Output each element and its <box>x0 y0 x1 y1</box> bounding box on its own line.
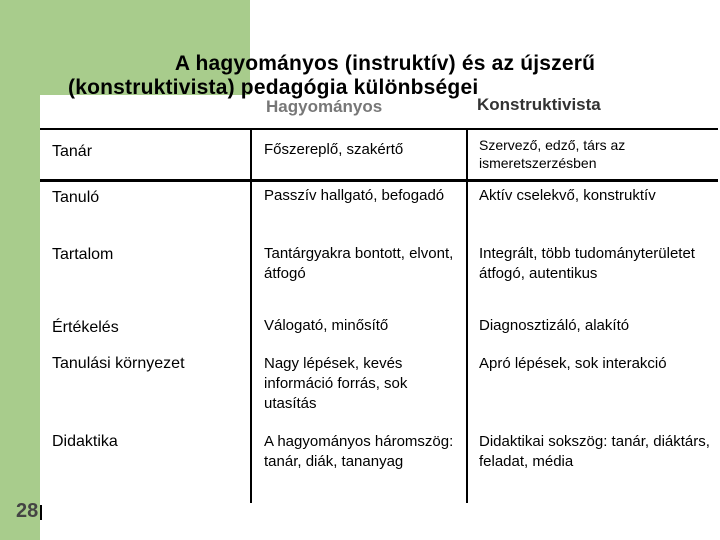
row-divider <box>40 179 718 182</box>
cell-kornyezet-traditional: Nagy lépések, kevés információ forrás, sok utasítás <box>264 355 408 412</box>
cell-tartalom-traditional: Tantárgyakra bontott, elvont, átfogó <box>264 245 454 282</box>
column-divider <box>250 128 252 503</box>
cell-tanar-constructivist: Szervező, edző, társ az ismeretszerzésben <box>479 137 626 171</box>
cell-tanulo-traditional: Passzív hallgató, befogadó <box>264 187 445 204</box>
row-label-tartalom: Tartalom <box>52 246 114 263</box>
cell-kornyezet-constructivist: Apró lépések, sok interakció <box>479 355 667 372</box>
title-line-1: A hagyományos (instruktív) és az újszerű <box>174 52 596 75</box>
column-divider <box>466 128 468 503</box>
row-label-didaktika: Didaktika <box>52 433 118 450</box>
page-number: 28 <box>16 500 39 522</box>
title-line-2: (konstruktivista) pedagógia különbségei <box>68 76 479 99</box>
cell-didaktika-traditional: A hagyományos háromszög: tanár, diák, tananyag <box>264 433 454 470</box>
cell-ertekeles-constructivist: Diagnosztizáló, alakító <box>479 317 630 334</box>
row-label-tanar: Tanár <box>52 143 93 160</box>
row-label-ertekeles: Értékelés <box>52 319 119 336</box>
table-top-border <box>40 128 718 130</box>
column-header-constructivist: Konstruktivista <box>477 95 601 114</box>
table-corner-mark <box>40 505 42 520</box>
cell-didaktika-constructivist: Didaktikai sokszög: tanár, diáktárs, feladat, média <box>479 433 710 470</box>
column-header-traditional: Hagyományos <box>266 97 383 116</box>
cell-tanar-traditional: Főszereplő, szakértő <box>264 141 404 158</box>
row-label-tanulo: Tanuló <box>52 189 100 206</box>
row-label-tanulasi-kornyezet: Tanulási környezet <box>52 355 185 372</box>
cell-tartalom-constructivist: Integrált, több tudományterületet átfogó, autentikus <box>479 245 695 282</box>
cell-ertekeles-traditional: Válogató, minősítő <box>264 317 389 334</box>
cell-tanulo-constructivist: Aktív cselekvő, konstruktív <box>479 187 656 204</box>
slide-title <box>60 52 710 100</box>
